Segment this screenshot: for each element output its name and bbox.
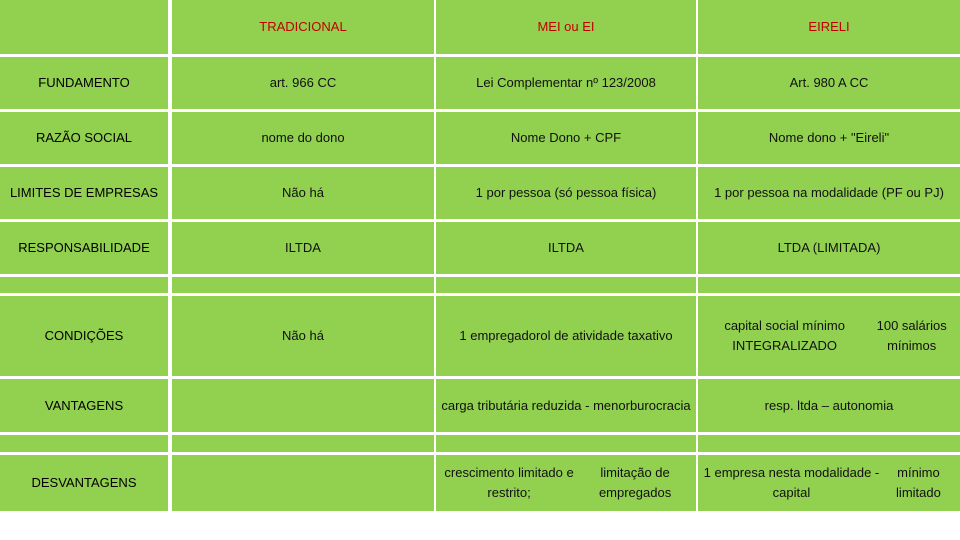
cell-text: 1 empregado xyxy=(459,328,537,343)
cell-text: FUNDAMENTO xyxy=(38,75,130,90)
column-header-2 xyxy=(436,0,696,54)
cell-text: mínimo limitado xyxy=(896,465,941,500)
header-corner-cell xyxy=(0,0,168,54)
spacer-cell xyxy=(698,277,960,293)
spacer-cell xyxy=(172,435,434,452)
cell-text: art. 966 CC xyxy=(269,75,337,90)
cell-text: resp. ltda – autonomia xyxy=(764,397,894,413)
cell-text: VANTAGENS xyxy=(44,397,124,413)
cell-text: 1 por pessoa (só pessoa física) xyxy=(475,185,657,200)
cell-text: TRADICIONAL xyxy=(259,19,347,34)
column-header-3 xyxy=(698,0,960,54)
spacer-cell xyxy=(436,277,696,293)
table-cell xyxy=(172,167,434,219)
cell-text: RESPONSABILIDADE xyxy=(18,240,150,255)
table-cell xyxy=(172,112,434,164)
row-label xyxy=(0,112,168,164)
cell-text: capital social mínimo INTEGRALIZADO xyxy=(724,318,845,353)
cell-text: Não há xyxy=(282,328,324,343)
table-cell xyxy=(436,379,696,432)
spacer-cell xyxy=(0,277,168,293)
cell-text: LTDA (LIMITADA) xyxy=(777,240,881,255)
cell-text: 1 empresa nesta modalidade - capital xyxy=(703,465,880,500)
table-cell xyxy=(436,57,696,109)
cell-text: Art. 980 A CC xyxy=(789,75,869,90)
table-cell xyxy=(698,296,960,376)
row-label xyxy=(0,455,168,511)
table-cell xyxy=(698,167,960,219)
cell-text: ILTDA xyxy=(285,240,321,255)
table-cell xyxy=(172,296,434,376)
column-header-1 xyxy=(172,0,434,54)
cell-text: MEI ou EI xyxy=(537,19,595,34)
table-cell xyxy=(698,57,960,109)
table-cell xyxy=(436,222,696,274)
cell-text: 100 salários mínimos xyxy=(876,318,947,353)
cell-text: carga tributária reduzida - menor xyxy=(441,397,630,413)
table-cell xyxy=(172,57,434,109)
cell-text: nome do dono xyxy=(261,130,345,145)
table-cell xyxy=(436,112,696,164)
row-label xyxy=(0,296,168,376)
cell-text: limitação de empregados xyxy=(598,465,672,500)
spacer-cell xyxy=(0,435,168,452)
table-cell xyxy=(172,222,434,274)
cell-text: 1 por pessoa na modalidade (PF ou PJ) xyxy=(714,185,944,200)
table-cell xyxy=(436,455,696,511)
spacer-cell xyxy=(172,277,434,293)
cell-text: rol de atividade taxativo xyxy=(536,328,673,343)
cell-text: Não há xyxy=(282,185,324,200)
row-label xyxy=(0,379,168,432)
row-label xyxy=(0,222,168,274)
table-cell xyxy=(172,455,434,511)
cell-text: ILTDA xyxy=(548,240,584,255)
table-cell xyxy=(436,167,696,219)
row-label xyxy=(0,167,168,219)
cell-text: RAZÃO SOCIAL xyxy=(35,130,133,145)
table-cell xyxy=(698,455,960,511)
cell-text: crescimento limitado e restrito; xyxy=(444,465,574,500)
table-cell xyxy=(698,222,960,274)
cell-text: LIMITES DE EMPRESAS xyxy=(9,185,159,200)
cell-text: DESVANTAGENS xyxy=(31,475,137,490)
table-cell xyxy=(172,379,434,432)
table-cell xyxy=(698,379,960,432)
cell-text: CONDIÇÕES xyxy=(44,328,124,343)
cell-text: EIRELI xyxy=(808,19,850,34)
spacer-cell xyxy=(436,435,696,452)
row-label xyxy=(0,57,168,109)
cell-text: burocracia xyxy=(629,397,691,413)
table-cell xyxy=(698,112,960,164)
cell-text: Nome Dono + CPF xyxy=(510,130,622,145)
table-cell xyxy=(436,296,696,376)
spacer-cell xyxy=(698,435,960,452)
cell-text: Lei Complementar nº 123/2008 xyxy=(476,75,656,90)
cell-text: Nome dono + "Eireli" xyxy=(768,130,890,145)
